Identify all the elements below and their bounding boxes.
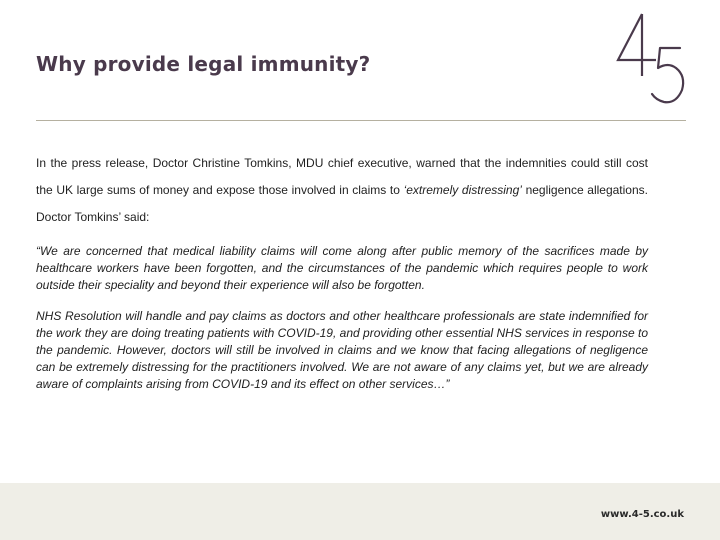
page-title: Why provide legal immunity? — [36, 52, 371, 76]
intro-emphasis: ‘extremely distressing’ — [403, 183, 522, 197]
header-divider — [36, 120, 686, 121]
quote-paragraph-1: “We are concerned that medical liability claims will come along after public memory of the sacrifices made by healthcare workers have been forgotten, and the circumstances of the pandemic which requires people to work outside their speciality and beyond their experience will also be forgotten. — [36, 244, 648, 292]
logo-45-icon — [612, 10, 692, 110]
footer-website-link[interactable]: www.4-5.co.uk — [600, 509, 684, 520]
intro-text-start: In the press release, Doctor Christine Tomkins, MDU chief executive, warned that the indemnities could still cost the UK large sums of money and expose those involved in claims to — [36, 156, 648, 197]
footer — [0, 483, 720, 540]
brand-logo — [612, 10, 692, 110]
intro-paragraph — [36, 150, 648, 231]
intro-text-end: negligence allegations. Doctor Tomkins’ said: — [36, 183, 648, 224]
quote-paragraph-2: NHS Resolution will handle and pay claims as doctors and other healthcare professionals are state indemnified for the work they are doing treating patients with COVID-19, and providing other essential NHS services in response to the pandemic. However, doctors will still be involved in claims and we know that facing allegations of negligence can be extremely distressing for the practitioners involved. We are not aware of any claims yet, but we are already aware of complaints arising from COVID-19 and its effect on other services…” — [36, 309, 648, 391]
main-content — [36, 150, 648, 407]
